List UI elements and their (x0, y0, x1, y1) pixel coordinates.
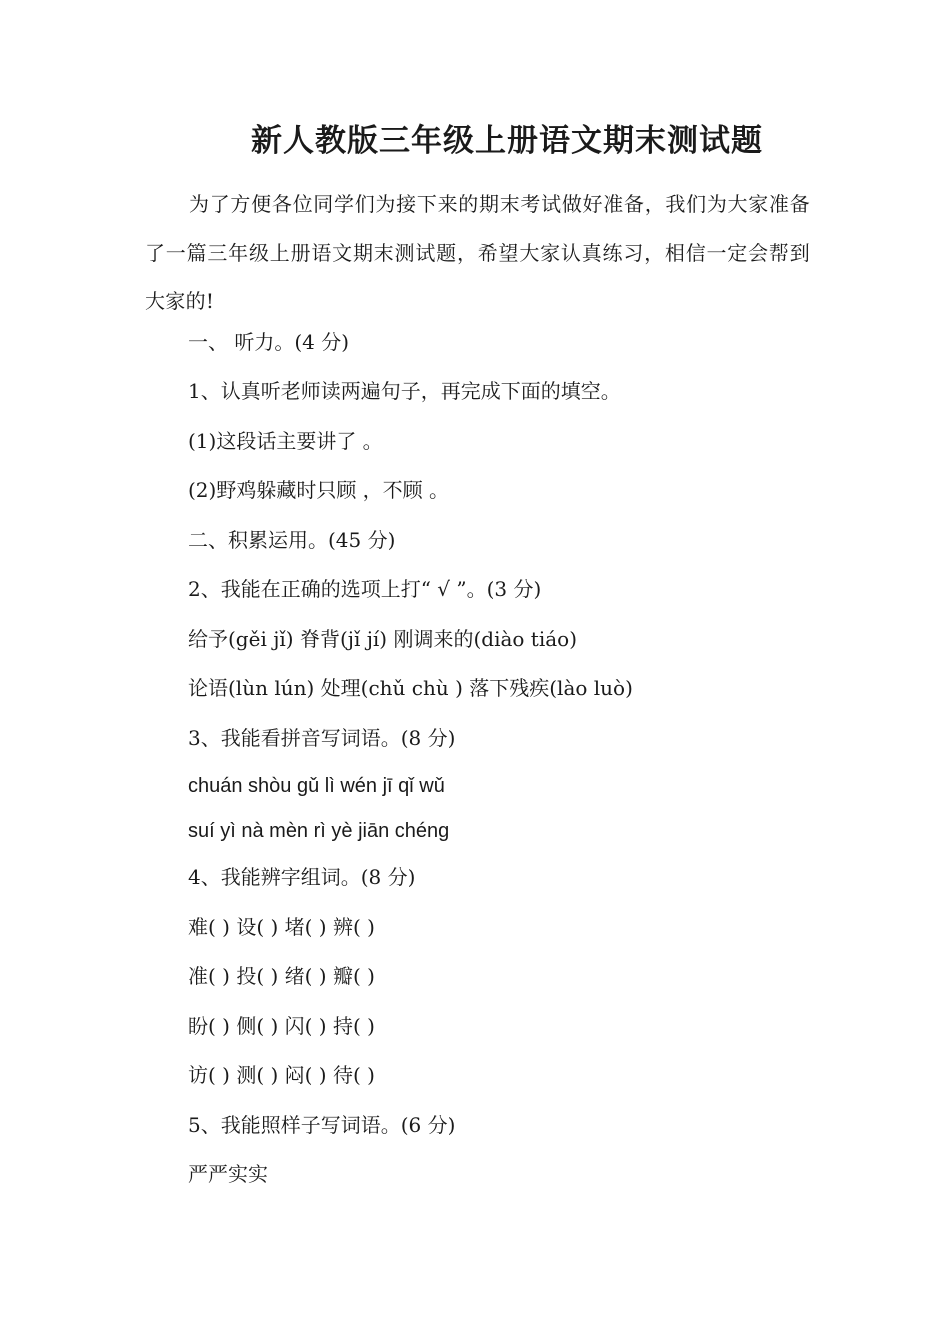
question-2-row-1: 给予(gěi jǐ) 脊背(jǐ jí) 刚调来的(diào tiáo) (188, 627, 577, 651)
document-title: 新人教版三年级上册语文期末测试题 (251, 123, 763, 159)
char-row-2: 准( ) 投( ) 绪( ) 瓣( ) (188, 964, 375, 988)
char-row-1: 难( ) 设( ) 堵( ) 辨( ) (188, 915, 375, 939)
question-4: 4、我能辨字组词。(8 分) (188, 865, 416, 889)
question-1-part-1: (1)这段话主要讲了 。 (188, 429, 383, 453)
question-5: 5、我能照样子写词语。(6 分) (188, 1113, 456, 1137)
question-3: 3、我能看拼音写词语。(8 分) (188, 726, 456, 750)
section-2-heading: 二、积累运用。(45 分) (188, 528, 396, 552)
question-1-part-2: (2)野鸡躲藏时只顾 ，不顾 。 (188, 478, 450, 502)
question-1: 1、认真听老师读两遍句子，再完成下面的填空。 (188, 379, 621, 403)
pinyin-row-2: suí yì nà mèn rì yè jiān chéng (188, 820, 450, 842)
example-word: 严严实实 (188, 1162, 268, 1186)
intro-paragraph: 为了方便各位同学们为接下来的期末考试做好准备，我们为大家准备了一篇三年级上册语文期末测试题，希望大家认真练习，相信一定会帮到大家的! (145, 192, 810, 313)
pinyin-row-1: chuán shòu gǔ lì wén jī qǐ wǔ (188, 775, 445, 797)
char-row-3: 盼( ) 侧( ) 闪( ) 持( ) (188, 1014, 375, 1038)
question-2: 2、我能在正确的选项上打“ √ ”。(3 分) (188, 577, 542, 601)
question-2-row-2: 论语(lùn lún) 处理(chǔ chù ) 落下残疾(lào luò) (188, 676, 633, 700)
section-1-heading: 一、 听力。(4 分) (188, 330, 350, 354)
char-row-4: 访( ) 测( ) 闷( ) 待( ) (188, 1063, 375, 1087)
